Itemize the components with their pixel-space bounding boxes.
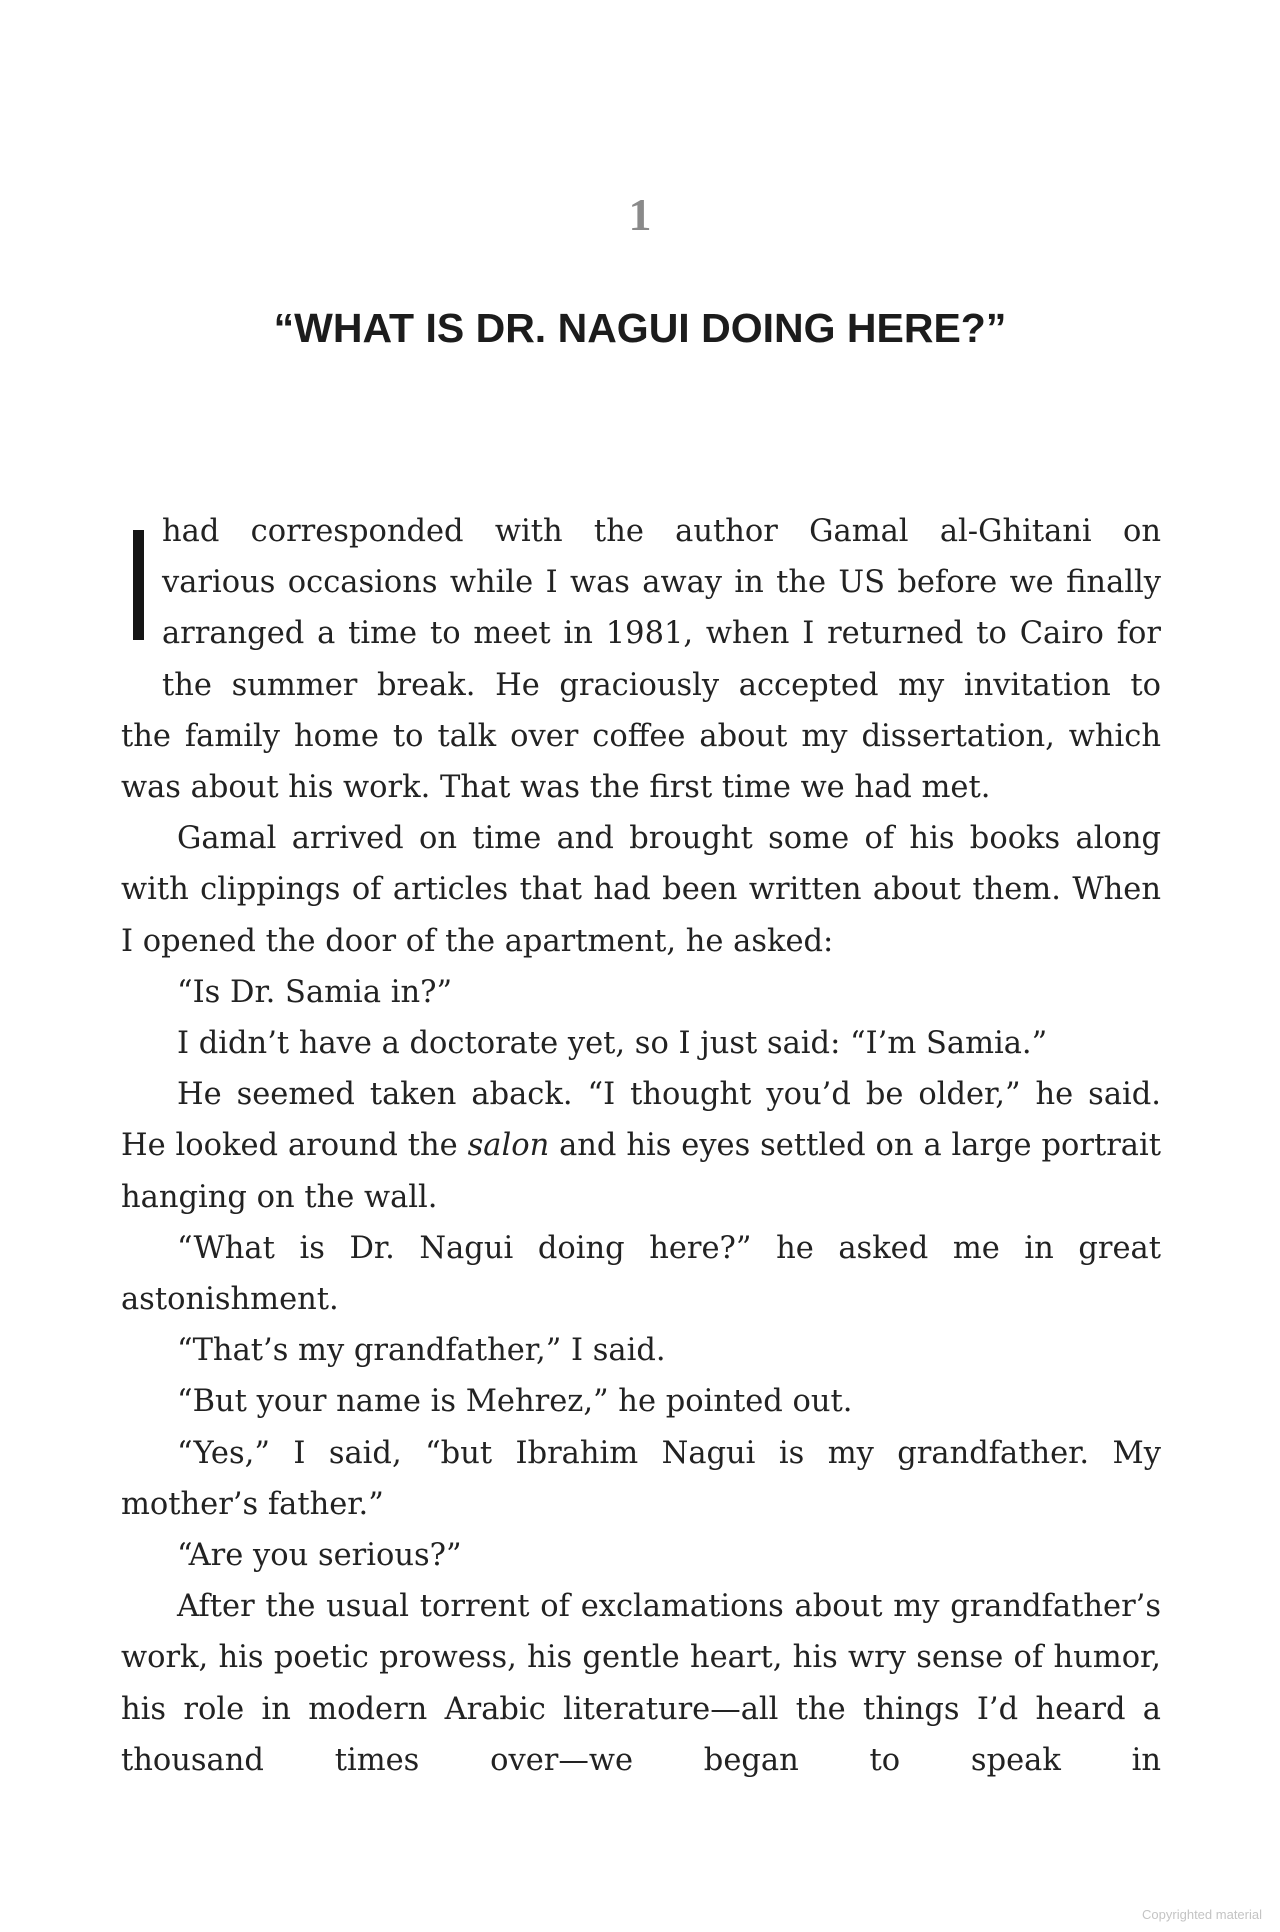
- first-paragraph-line-3: arranged a time to meet in 1981, when I returned to Cairo for: [162, 616, 1161, 652]
- first-paragraph-continuation: the family home to talk over coffee about my dissertation, which was about his work. That was the first time we had met.: [121, 718, 1161, 806]
- dialogue-line: “Are you serious?”: [177, 1538, 462, 1574]
- dialogue-line: “That’s my grandfather,” I said.: [177, 1333, 666, 1369]
- paragraph-last: After the usual torrent of exclamations about my grandfather’s work, his poetic prowess, his gentle heart, his wry sense of humor, his role in modern Arabic literature—all the things I’d heard a thousand times over—we began to speak in: [121, 1589, 1161, 1778]
- dialogue-line: “What is Dr. Nagui doing here?” he asked me in great astonishment.: [121, 1230, 1161, 1318]
- body-text: [121, 506, 1161, 1786]
- paragraph-salon: [121, 1069, 1161, 1223]
- copyright-watermark: Copyrighted material: [1142, 1907, 1262, 1922]
- first-paragraph-line-2: various occasions while I was away in the US before we finally: [162, 565, 1161, 601]
- dialogue-line: “But your name is Mehrez,” he pointed out.: [177, 1384, 853, 1420]
- chapter-title: “WHAT IS DR. NAGUI DOING HERE?”: [273, 305, 1007, 351]
- salon-text-before: He seemed taken aback. “I thought you’d be older,” he said. He looked around the: [121, 1077, 1161, 1164]
- salon-italic-word: salon: [467, 1128, 550, 1164]
- paragraph-arrival: Gamal arrived on time and brought some of his books along with clippings of articles that had been written about them. When I opened the door of the apartment, he asked:: [121, 821, 1161, 959]
- first-paragraph-line-4: the summer break. He graciously accepted my invitation to: [162, 667, 1161, 703]
- drop-cap-letter: [133, 530, 134, 531]
- paragraph-question: “Is Dr. Samia in?”: [177, 974, 453, 1010]
- chapter-number: 1: [628, 189, 652, 240]
- salon-text-after: and his eyes settled on a large portrait hanging on the wall.: [121, 1128, 1161, 1215]
- drop-cap: [133, 530, 144, 640]
- paragraph-reply: I didn’t have a doctorate yet, so I just said: “I’m Samia.”: [177, 1026, 1048, 1062]
- dialogue-line: “Yes,” I said, “but Ibrahim Nagui is my grandfather. My mother’s father.”: [121, 1435, 1161, 1522]
- first-paragraph-line-1: had corresponded with the author Gamal al-Ghitani on: [162, 514, 1161, 549]
